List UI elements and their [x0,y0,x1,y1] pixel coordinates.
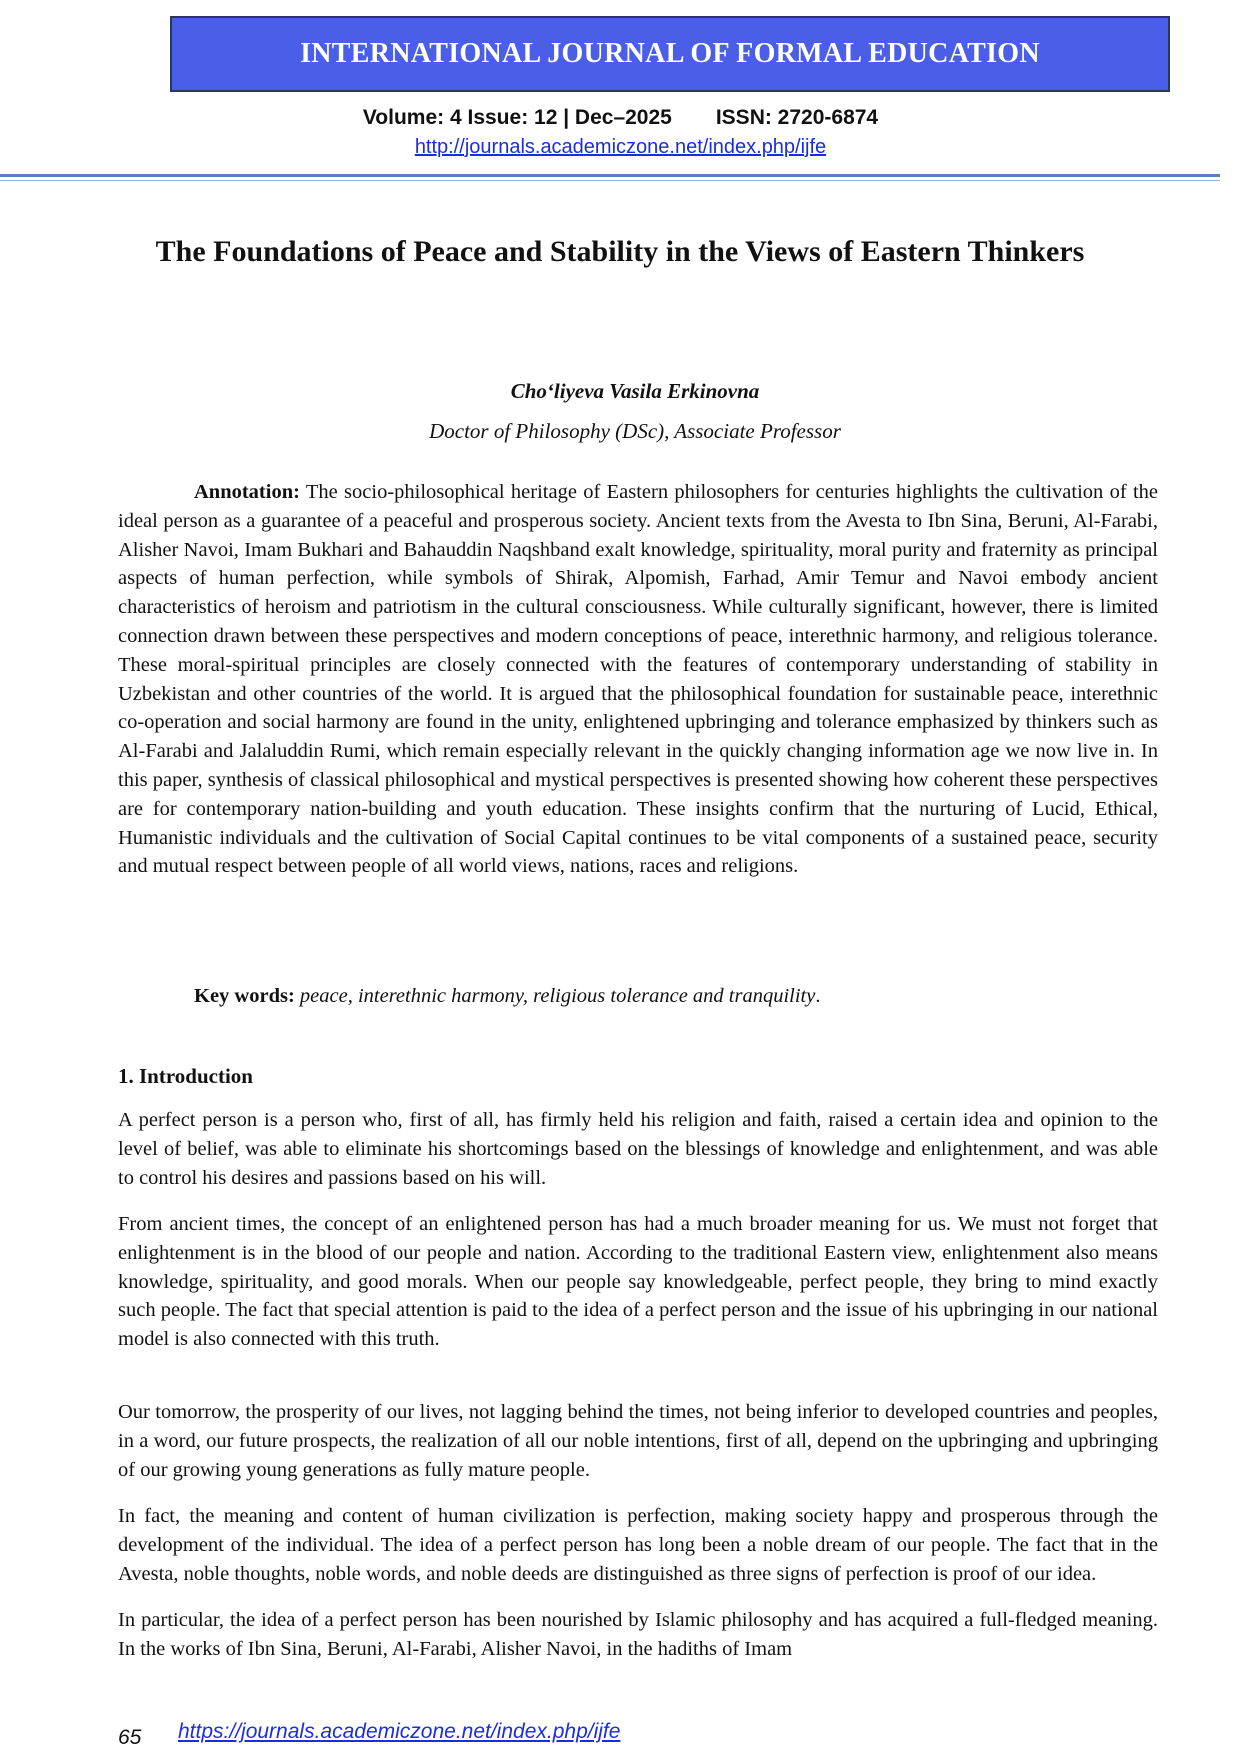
footer-url-link[interactable]: https://journals.academiczone.net/index.php/ijfe [178,1720,621,1743]
author-affiliation: Doctor of Philosophy (DSc), Associate Professor [429,419,841,443]
header-divider [0,174,1220,177]
keywords-text: peace, interethnic harmony, religious tolerance and tranquility [294,985,816,1007]
journal-url-link[interactable]: http://journals.academiczone.net/index.php/ijfe [414,136,827,158]
page-number: 65 [118,1726,142,1749]
keywords-end: . [815,985,821,1007]
issue-info [0,106,1241,130]
issn: ISSN: 2720-6874 [715,106,879,129]
body-paragraph: In fact, the meaning and content of human civilization is perfection, making society happy and prosperous through the development of the individual. The idea of a perfect person has long been a noble dream of our people. The fact that in the Avesta, noble thoughts, noble words, and noble deeds are distinguished as three signs of perfection is proof of our idea. [118,1505,1158,1585]
section-heading-introduction: 1. Introduction [118,1064,253,1088]
journal-banner [170,16,1170,92]
article-title: The Foundations of Peace and Stability in the Views of Eastern Thinkers [155,235,1085,268]
annotation-label: Annotation: [194,481,300,503]
header-divider-thin [0,180,1220,181]
footer-url-line [178,1720,620,1744]
annotation-paragraph [118,478,1158,881]
annotation-text: The socio-philosophical heritage of Eastern philosophers for centuries highlights the cultivation of the ideal person as a guarantee of a peaceful and prosperous society. Ancient texts from the Avesta to Ibn Sina, Beruni, Al-Farabi, Alisher Navoi, Imam Bukhari and Bahauddin Naqshband exalt knowledge, spirituality, moral purity and fraternity as principal aspects of human perfection, while symbols of Shirak, Alpomish, Farhad, Amir Temur and Navoi embody ancient characteristics of heroism and patriotism in the cultural consciousness. While culturally significant, however, there is limited connection drawn between these perspectives and modern conceptions of peace, interethnic harmony, and religious tolerance. These moral-spiritual principles are closely connected with the features of contemporary understanding of stability in Uzbekistan and other countries of the world. It is argued that the philosophical foundation for sustainable peace, interethnic co-operation and social harmony are found in the unity, enlightened upbringing and tolerance emphasized by thinkers such as Al-Farabi and Jalaluddin Rumi, which remain especially relevant in the quickly changing information age we now live in. In this paper, synthesis of classical philosophical and mystical perspectives is presented showing how coherent these perspectives are for contemporary nation-building and youth education. These insights confirm that the nurturing of Lucid, Ethical, Humanistic individuals and the cultivation of Social Capital continues to be vital components of a sustained peace, security and mutual respect between people of all world views, nations, races and religions. [118,481,1158,878]
body-paragraph: From ancient times, the concept of an enlightened person has had a much broader meaning for us. We must not forget that enlightenment is in the blood of our people and nation. According to the traditional Eastern view, enlightenment also means knowledge, spirituality, and good morals. When our people say knowledgeable, perfect people, they bring to mind exactly such people. The fact that special attention is paid to the idea of a perfect person and the issue of his upbringing in our national model is also connected with this truth. [118,1213,1158,1351]
keywords-paragraph [194,982,1158,1011]
body-paragraph: In particular, the idea of a perfect person has been nourished by Islamic philosophy and has acquired a full-fledged meaning. In the works of Ibn Sina, Beruni, Al-Farabi, Alisher Navoi, in the hadiths of Imam [118,1609,1158,1660]
volume-issue: Volume: 4 Issue: 12 | Dec–2025 [362,106,672,129]
author-name: Cho‘liyeva Vasila Erkinovna [510,379,760,403]
journal-url-line [0,136,1241,159]
body-paragraph: A perfect person is a person who, first of all, has firmly held his religion and faith, raised a certain idea and opinion to the level of belief, was able to eliminate his shortcomings based on the blessings of knowledge and enlightenment, and was able to control his desires and passions based on his will. [118,1109,1158,1189]
keywords-label: Key words: [194,985,295,1007]
body-paragraph: Our tomorrow, the prosperity of our lives, not lagging behind the times, not being inferior to developed countries and peoples, in a word, our future prospects, the realization of all our noble intentions, first of all, depend on the upbringing and upbringing of our growing young generations as fully mature people. [118,1401,1158,1481]
journal-name: INTERNATIONAL JOURNAL OF FORMAL EDUCATION [300,38,1040,69]
